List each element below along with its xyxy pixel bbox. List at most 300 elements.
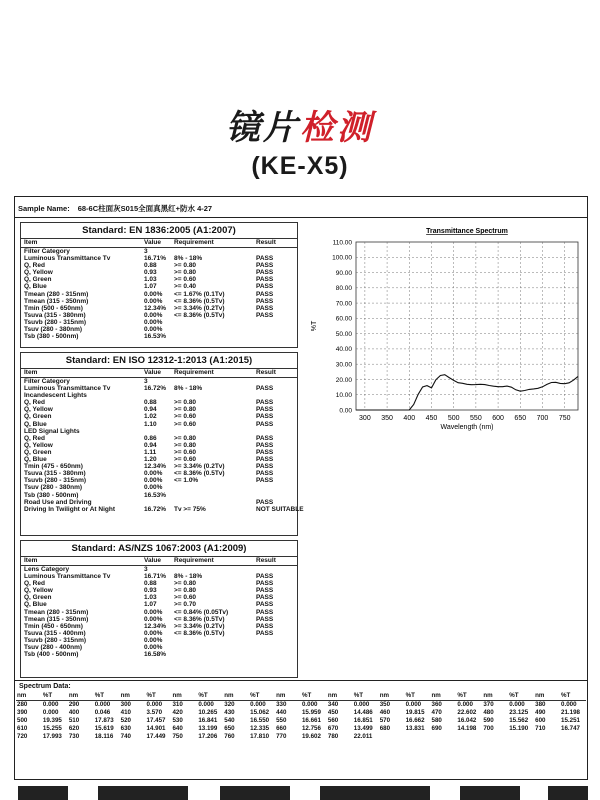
result-cell: PASS [256,594,274,602]
result-cell: PASS [256,608,274,616]
column-header: Item [24,557,38,564]
table-header [21,369,297,378]
column-header: Value [144,369,161,376]
item-cell: Filter Category [24,248,70,255]
spectrum-cell: 0.000 [250,701,266,708]
table-row [21,442,297,449]
result-cell: PASS [256,441,274,449]
table-row [21,616,297,623]
table-row [21,248,297,255]
spectrum-cell: 620 [68,725,80,732]
column-header: Result [256,369,276,376]
spectrum-cell [560,733,586,741]
spectrum-cell: 430 [224,709,235,716]
requirement-cell: >= 3.34% (0.2Tv) [174,463,225,471]
column-header: Value [144,557,161,564]
column-header: Item [24,369,38,376]
table-row [21,594,297,601]
spectrum-cell: 750 [172,733,183,740]
x-tick-label: 750 [558,415,571,422]
spectrum-cell: 16.661 [301,717,321,724]
spectrum-cell: 14.198 [457,725,477,732]
value-cell: 0.00% [144,297,163,305]
y-tick-label: 100.00 [332,254,352,262]
table-row [21,392,297,399]
divider [14,217,588,218]
item-cell: Tsb (380 - 500nm) [24,333,79,341]
spectrum-cell: 13.199 [198,725,218,732]
value-cell: 16.53% [144,333,167,341]
table-row [21,305,297,312]
spectrum-cell: 350 [379,701,391,708]
requirement-cell [174,319,256,326]
sample-label: Sample Name: [18,204,70,213]
table-row [21,319,297,326]
spectrum-cell: 19.602 [301,733,321,740]
value-cell: 1.02 [144,413,157,421]
table-row [21,385,297,392]
value-cell: 0.00% [144,636,163,644]
requirement-cell: >= 0.60 [174,594,197,602]
requirement-cell: >= 0.40 [174,283,197,291]
value-cell: 1.11 [144,448,157,456]
spectrum-cell: 400 [68,709,80,716]
standard-as-nzs-1067 [20,540,298,678]
y-tick-label: 110.00 [332,239,352,247]
table-row [21,255,297,262]
result-cell [256,319,296,326]
table-row [21,291,297,298]
spectrum-cell: 510 [68,717,80,724]
series-line [356,375,578,410]
item-cell: Q, Yellow [24,441,53,449]
item-cell: Tsuva (315 - 400nm) [24,629,86,637]
spectrum-cell: 13.831 [405,725,425,732]
spectrum-header-row [16,692,586,701]
standard-title: Standard: EN ISO 12312-1:2013 (A1:2015) [21,353,297,369]
scan-edge [0,786,600,800]
result-cell [256,428,296,435]
x-tick-label: 650 [514,415,527,422]
x-tick-label: 500 [447,415,460,422]
value-cell [144,499,174,506]
value-cell: 3 [144,566,148,573]
spectrum-cell: 0.000 [561,701,577,708]
spectrum-cell: 0.000 [405,701,422,708]
spectrum-cell: 700 [483,725,494,732]
result-cell [256,392,296,399]
y-tick-label: 50.00 [335,330,352,338]
result-cell [256,566,296,573]
spectrum-cell: 12.335 [250,725,270,732]
spectrum-cell: 420 [172,709,183,716]
spectrum-cell: 17.457 [146,717,166,724]
column-header: Requirement [174,557,214,564]
requirement-cell: <= 8.36% (0.5Tv) [174,629,225,637]
table-row [21,573,297,580]
result-cell: PASS [256,269,274,277]
spectrum-column-header: nm [431,692,457,701]
spectrum-cell: 10.265 [198,709,218,716]
item-cell: Tmean (315 - 350nm) [24,297,89,305]
value-cell: 0.94 [144,441,157,449]
value-cell: 0.88 [144,262,157,270]
value-cell: 0.93 [144,269,157,277]
requirement-cell: >= 3.34% (0.2Tv) [174,622,225,630]
requirement-cell: >= 0.70 [174,601,197,609]
value-cell [144,392,174,399]
spectrum-data [16,682,586,741]
spectrum-cell: 320 [224,701,235,708]
result-cell: PASS [256,283,274,291]
standard-en-iso-12312 [20,352,304,536]
requirement-cell: <= 1.67% (0.1Tv) [174,290,225,298]
table-row [21,269,297,276]
column-header: Requirement [174,369,214,376]
spectrum-cell: 530 [172,717,183,724]
result-cell: PASS [256,276,274,284]
table-row [21,283,297,290]
spectrum-column-header: %T [405,692,431,701]
spectrum-column-header: %T [560,692,586,701]
value-cell: 0.00% [144,477,163,485]
table-row [21,499,297,506]
spectrum-cell: 13.499 [353,725,373,732]
table-row [21,262,297,269]
item-cell: Q, Blue [24,456,47,464]
spectrum-cell: 290 [68,701,80,708]
spectrum-cell [534,733,560,741]
item-cell: Tsuvb (280 - 315nm) [24,636,87,644]
value-cell: 16.72% [144,385,167,393]
spectrum-column-header: %T [249,692,275,701]
result-cell: PASS [256,601,274,609]
spectrum-column-header: nm [379,692,405,701]
item-cell: Tsuva (315 - 380nm) [24,470,86,478]
requirement-cell [174,428,256,435]
table-row [21,484,297,491]
spectrum-cell [482,733,508,741]
item-cell: Tmin (475 - 650nm) [24,463,83,471]
table-row [21,587,297,594]
spectrum-cell: 15.062 [250,709,270,716]
item-cell: Lens Category [24,566,70,573]
item-cell: Q, Yellow [24,406,53,414]
spectrum-cell: 550 [276,717,287,724]
item-cell: Luminous Transmittance Tv [24,385,111,393]
spectrum-cell: 610 [17,725,28,732]
table-row [21,609,297,616]
result-cell: PASS [256,255,274,263]
value-cell: 0.00% [144,311,163,319]
item-cell: Tsuv (280 - 400nm) [24,644,83,652]
title-red: 检测 [300,109,374,147]
spectrum-cell: 16.851 [353,717,373,724]
spectrum-cell: 0.046 [94,709,111,716]
table-row [21,378,297,385]
result-cell: PASS [256,399,274,407]
table-row [21,399,297,406]
spectrum-cell: 660 [276,725,287,732]
requirement-cell: >= 0.60 [174,420,197,428]
x-tick-label: 400 [403,415,416,422]
spectrum-cell: 370 [483,701,494,708]
spectrum-cell: 680 [379,725,391,732]
requirement-cell [174,378,256,385]
table-row [21,566,297,573]
requirement-cell: >= 3.34% (0.2Tv) [174,304,225,312]
spectrum-cell: 23.125 [509,709,529,716]
spectrum-cell: 0.000 [457,701,473,708]
spectrum-row [16,709,586,717]
table-row [21,421,297,428]
standard-en1836 [20,222,298,348]
spectrum-cell: 770 [276,733,287,740]
spectrum-cell: 330 [276,701,287,708]
spectrum-cell: 16.662 [405,717,425,724]
result-cell: PASS [256,420,274,428]
spectrum-column-header: nm [534,692,560,701]
spectrum-cell: 310 [172,701,183,708]
result-cell [256,637,296,644]
result-cell: PASS [256,434,274,442]
spectrum-cell: 15.255 [42,725,62,732]
y-tick-label: 80.00 [335,285,352,293]
requirement-cell [174,484,256,491]
value-cell: 0.00% [144,644,163,652]
table-row [21,651,297,658]
spectrum-column-header: %T [456,692,482,701]
value-cell: 0.00% [144,326,163,334]
spectrum-cell: 740 [120,733,131,740]
spectrum-cell: 280 [17,701,28,708]
spectrum-cell: 19.815 [405,709,425,716]
requirement-cell: 8% - 18% [174,573,203,581]
spectrum-column-header: nm [171,692,197,701]
value-cell: 16.58% [144,651,167,659]
spectrum-cell: 0.000 [94,701,111,708]
value-cell [144,428,174,435]
y-tick-label: 60.00 [335,315,352,323]
result-cell [256,333,296,340]
result-cell: PASS [256,580,274,588]
requirement-cell: <= 1.0% [174,477,199,485]
result-cell: PASS [256,573,274,581]
value-cell: 0.88 [144,580,157,588]
item-cell: Q, Yellow [24,587,53,595]
spectrum-cell: 520 [120,717,131,724]
result-cell: PASS [256,629,274,637]
value-cell: 0.00% [144,484,163,492]
spectrum-cell [431,733,457,741]
spectrum-cell: 15.251 [561,717,580,724]
value-cell: 12.34% [144,622,167,630]
spectrum-column-header: nm [275,692,301,701]
value-cell: 0.93 [144,587,157,595]
spectrum-cell: 670 [327,725,339,732]
result-cell: PASS [256,477,274,485]
value-cell: 0.00% [144,615,163,623]
spectrum-cell: 470 [431,709,442,716]
requirement-cell: >= 0.80 [174,262,197,270]
spectrum-cell: 580 [431,717,442,724]
divider [14,680,588,681]
table-row [21,505,304,513]
item-cell: Driving In Twilight or At Night [24,505,115,513]
spectrum-cell [379,733,405,741]
spectrum-cell: 17.810 [250,733,270,740]
title-black: 镜片 [226,109,300,147]
value-cell: 12.34% [144,463,167,471]
value-cell: 16.53% [144,491,167,499]
item-cell: Tsuvb (280 - 315nm) [24,477,87,485]
x-axis-label: Wavelength (nm) [440,424,494,431]
column-header: Result [256,239,276,246]
item-cell: Q, Green [24,448,52,456]
table-row [21,601,297,608]
y-tick-label: 20.00 [335,376,352,384]
result-cell [256,484,296,491]
item-cell: Q, Green [24,594,52,602]
requirement-cell [174,392,256,399]
requirement-cell: <= 8.36% (0.5Tv) [174,615,225,623]
spectrum-cell: 540 [224,717,235,724]
spectrum-cell [456,733,482,741]
result-cell [256,326,296,333]
spectrum-row [16,733,586,741]
result-cell: NOT SUITABLE [256,505,304,513]
result-cell: PASS [256,470,274,478]
x-tick-label: 300 [359,415,371,422]
spectrum-cell: 560 [327,717,339,724]
spectrum-column-header: %T [353,692,379,701]
table-row [21,435,297,442]
table-row [21,580,297,587]
spectrum-cell: 15.190 [509,725,529,732]
result-cell: PASS [256,622,274,630]
spectrum-cell: 16.550 [250,717,270,724]
requirement-cell [174,651,256,658]
spectrum-cell: 460 [379,709,391,716]
value-cell: 1.07 [144,601,157,609]
requirement-cell: <= 8.36% (0.5Tv) [174,297,225,305]
table-row [21,276,297,283]
value-cell: 12.34% [144,304,167,312]
requirement-cell [174,566,256,573]
table-row [21,477,297,484]
chart-title: Transmittance Spectrum [426,228,508,235]
requirement-cell: >= 0.60 [174,448,197,456]
item-cell: Tsb (380 - 500nm) [24,491,79,499]
x-tick-label: 700 [536,415,549,422]
spectrum-table [16,692,586,741]
spectrum-cell: 650 [224,725,235,732]
requirement-cell: <= 0.84% (0.05Tv) [174,608,229,616]
item-cell: Q, Green [24,413,52,421]
spectrum-cell: 730 [68,733,80,740]
spectrum-cell: 19.395 [42,717,62,724]
spectrum-cell: 0.000 [353,701,370,708]
requirement-cell: 8% - 18% [174,385,203,393]
spectrum-cell: 12.756 [301,725,321,732]
spectrum-cell: 17.206 [198,733,218,740]
item-cell: Tmean (280 - 315nm) [24,290,89,298]
result-cell: PASS [256,615,274,623]
result-cell [256,492,296,499]
requirement-cell: >= 0.80 [174,406,197,414]
spectrum-cell: 780 [327,733,339,740]
spectrum-cell: 16.042 [457,717,477,724]
table-row [21,449,297,456]
value-cell: 0.00% [144,608,163,616]
requirement-cell: >= 0.60 [174,456,197,464]
spectrum-cell: 17.993 [42,733,62,740]
spectrum-title: Spectrum Data: [19,683,71,690]
column-header: Requirement [174,239,214,246]
result-cell: PASS [256,311,274,319]
spectrum-cell: 0.000 [509,701,525,708]
spectrum-cell: 0.000 [42,701,59,708]
spectrum-cell: 16.747 [561,725,580,732]
table-header [21,239,297,248]
sample-value: 68-6C柱面灰S015全面真黑红+防水 4-27 [77,204,213,213]
item-cell: Q, Red [24,262,45,270]
result-cell: PASS [256,456,274,464]
requirement-cell: >= 0.80 [174,399,197,407]
x-tick-label: 350 [381,415,393,422]
value-cell: 0.94 [144,406,157,414]
item-cell: Luminous Transmittance Tv [24,255,111,263]
spectrum-column-header: %T [301,692,327,701]
column-header: Result [256,557,276,564]
spectrum-column-header: nm [120,692,146,701]
x-tick-label: 550 [470,415,482,422]
spectrum-cell: 360 [431,701,442,708]
requirement-cell: >= 0.80 [174,580,197,588]
item-cell: Tsuva (315 - 380nm) [24,311,86,319]
standard-title: Standard: EN 1836:2005 (A1:2007) [21,223,297,239]
requirement-cell: 8% - 18% [174,255,203,263]
spectrum-cell: 630 [120,725,131,732]
spectrum-cell: 22.011 [353,733,373,740]
item-cell: Q, Blue [24,283,47,291]
spectrum-cell: 3.570 [146,709,163,716]
sample-name [10,200,590,218]
column-header: Value [144,239,161,246]
value-cell: 3 [144,378,148,385]
spectrum-cell: 440 [276,709,287,716]
item-cell: Tmean (315 - 350nm) [24,615,89,623]
spectrum-cell: 300 [120,701,131,708]
value-cell: 0.00% [144,290,163,298]
spectrum-cell: 22.602 [457,709,477,716]
table-row [21,428,297,435]
table-row [21,623,297,630]
item-cell: Q, Red [24,580,45,588]
value-cell: 0.00% [144,470,163,478]
value-cell: 1.10 [144,420,157,428]
value-cell: 0.00% [144,629,163,637]
spectrum-column-header: %T [42,692,68,701]
value-cell: 16.71% [144,255,167,263]
requirement-cell: >= 0.80 [174,434,197,442]
result-cell: PASS [256,448,274,456]
spectrum-cell: 380 [535,701,546,708]
item-cell: Q, Red [24,399,45,407]
spectrum-cell: 0.000 [146,701,163,708]
requirement-cell [174,644,256,651]
result-cell: PASS [256,587,274,595]
